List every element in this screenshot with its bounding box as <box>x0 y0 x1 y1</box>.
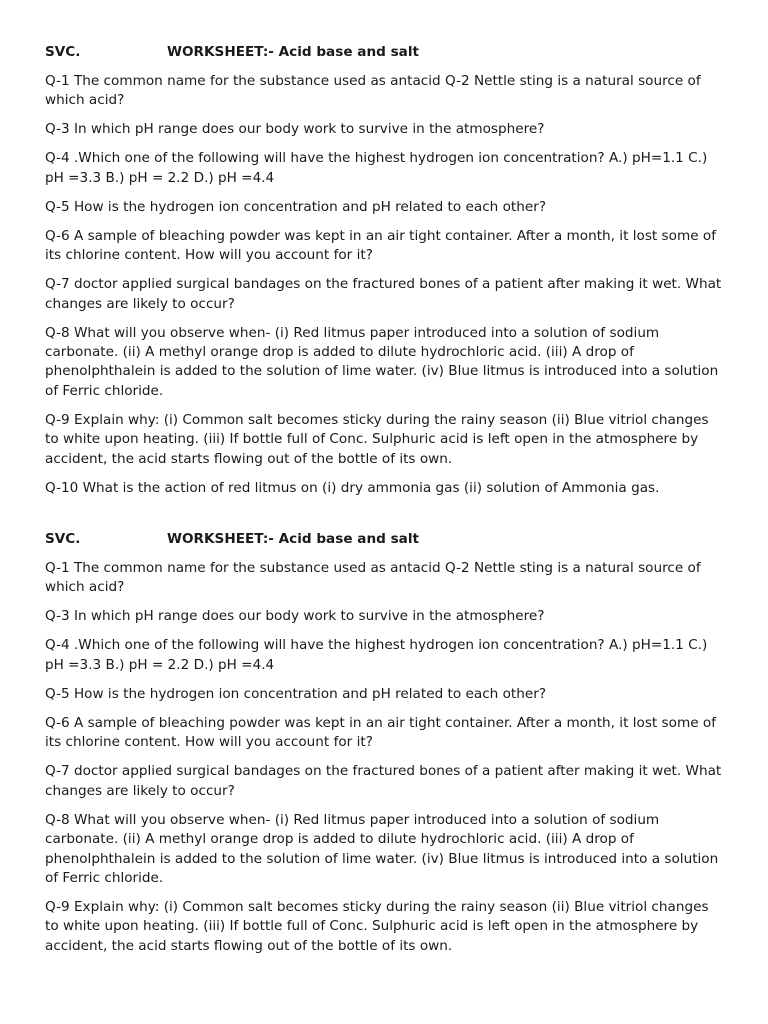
question-8: Q-8 What will you observe when- (i) Red litmus paper introduced into a solution of sodium carbonate. (ii) A methyl orange drop is added to dilute hydrochloric acid. (iii) A drop of phenolphthalein is added to the solution of lime water. (iv) Blue litmus is introduced into a solution of Ferric chloride. <box>45 811 719 886</box>
document-page <box>45 43 725 966</box>
worksheet-header <box>45 43 725 63</box>
question-6: Q-6 A sample of bleaching powder was kept in an air tight container. After a month, it lost some of its chlorine content. How will you account for it? <box>45 227 716 264</box>
question-4: Q-4 .Which one of the following will have the highest hydrogen ion concentration? A.) pH=1.1 C.) pH =3.3 B.) pH = 2.2 D.) pH =4.4 <box>45 150 708 186</box>
question-10: Q-10 What is the action of red litmus on (i) dry ammonia gas (ii) solution of Ammonia gas. <box>45 479 660 496</box>
worksheet-2 <box>45 530 725 956</box>
question-4: Q-4 .Which one of the following will have the highest hydrogen ion concentration? A.) pH=1.1 C.) pH =3.3 B.) pH = 2.2 D.) pH =4.4 <box>45 637 708 673</box>
question-3: Q-3 In which pH range does our body work to survive in the atmosphere? <box>45 121 545 138</box>
question-5: Q-5 How is the hydrogen ion concentration and pH related to each other? <box>45 685 547 702</box>
school-name: SVC. <box>45 44 81 60</box>
question-1-2: Q-1 The common name for the substance used as antacid Q-2 Nettle sting is a natural source of which acid? <box>45 73 701 109</box>
worksheet-title: WORKSHEET:- Acid base and salt <box>167 531 420 548</box>
school-name: SVC. <box>45 531 81 548</box>
question-7: Q-7 doctor applied surgical bandages on the fractured bones of a patient after making it wet. What changes are likely to occur? <box>45 763 722 799</box>
question-9: Q-9 Explain why: (i) Common salt becomes sticky during the rainy season (ii) Blue vitriol changes to white upon heating. (iii) If bottle full of Conc. Sulphuric acid is left open in the atmosphere by accident, the acid starts flowing out of the bottle of its own. <box>45 898 709 954</box>
question-1-2: Q-1 The common name for the substance used as antacid Q-2 Nettle sting is a natural source of which acid? <box>45 560 701 596</box>
question-8: Q-8 What will you observe when- (i) Red litmus paper introduced into a solution of sodium carbonate. (ii) A methyl orange drop is added to dilute hydrochloric acid. (iii) A drop of phenolphthalein is added to the solution of lime water. (iv) Blue litmus is introduced into a solution of Ferric chloride. <box>45 324 719 399</box>
worksheet-title: WORKSHEET:- Acid base and salt <box>167 44 420 60</box>
question-6: Q-6 A sample of bleaching powder was kept in an air tight container. After a month, it lost some of its chlorine content. How will you account for it? <box>45 714 716 751</box>
question-9: Q-9 Explain why: (i) Common salt becomes sticky during the rainy season (ii) Blue vitriol changes to white upon heating. (iii) If bottle full of Conc. Sulphuric acid is left open in the atmosphere by accident, the acid starts flowing out of the bottle of its own. <box>45 411 709 467</box>
worksheet-1 <box>45 43 725 498</box>
question-5: Q-5 How is the hydrogen ion concentration and pH related to each other? <box>45 198 547 215</box>
worksheet-header <box>45 530 725 550</box>
question-7: Q-7 doctor applied surgical bandages on the fractured bones of a patient after making it wet. What changes are likely to occur? <box>45 276 722 312</box>
question-3: Q-3 In which pH range does our body work to survive in the atmosphere? <box>45 608 545 625</box>
